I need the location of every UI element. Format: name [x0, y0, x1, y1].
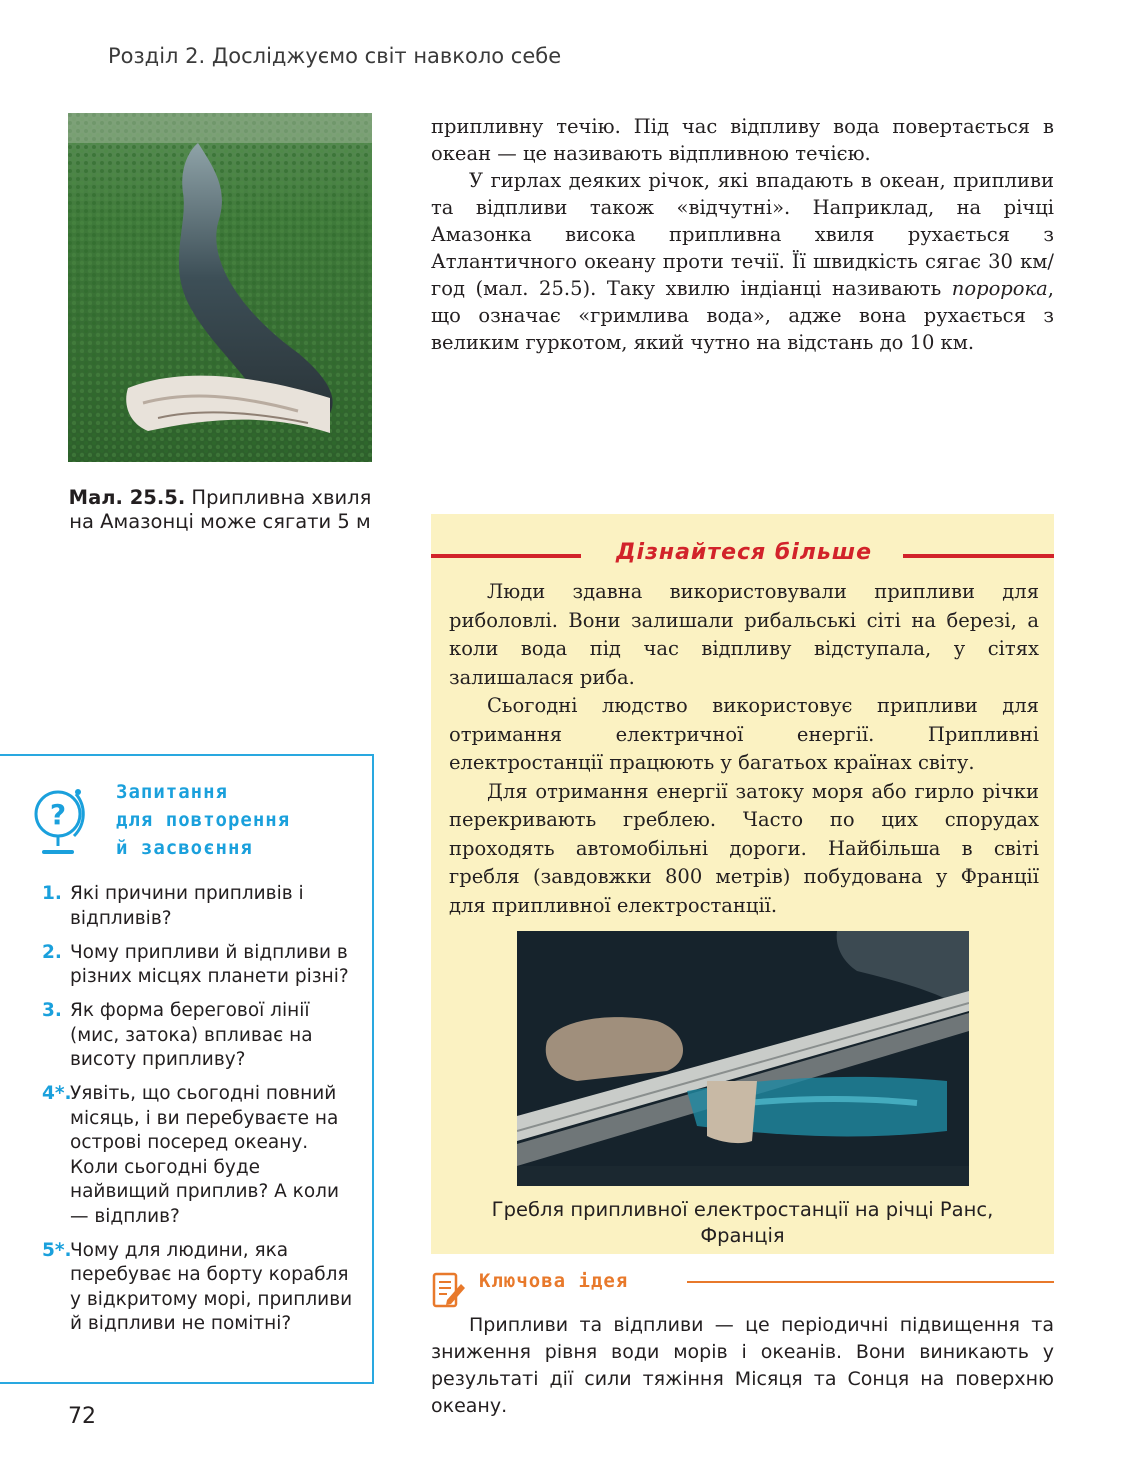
amazon-figure-caption: [68, 486, 372, 534]
key-idea-title: Ключова ідея: [479, 1270, 629, 1292]
question-item: [42, 941, 360, 990]
question-item: [42, 999, 360, 1073]
question-item: [42, 1239, 360, 1337]
question-number: 1.: [42, 883, 62, 904]
question-text: Як форма берегової лінії (мис, затока) впливає на висоту припливу?: [70, 1000, 313, 1070]
figure-label: Мал. 25.5.: [68, 486, 186, 509]
question-number: 5*.: [42, 1239, 72, 1261]
question-text: Уявіть, що сьогодні повний місяць, і ви перебуваєте на острові посеред океану. Коли сьогодні буде найвищий приплив? А коли — відплив?: [70, 1083, 340, 1227]
running-header: Розділ 2. Досліджуємо світ навколо себе: [108, 44, 562, 68]
question-text: Чому припливи й відпливи в різних місцях планети різні?: [70, 941, 349, 987]
question-number: 3.: [42, 1000, 62, 1021]
amazon-tidal-wave-photo: [68, 113, 372, 462]
title-line: для повторення: [116, 809, 291, 831]
question-text: Які причини припливів і відпливів?: [70, 883, 304, 929]
paragraph: Для отримання енергії затоку моря або гирло річки перекривають греблею. Часто по цих спорудах проходять автомобільні дороги. Найбільша в світі гребля (завдовжки 800 метрів) побудована у Франції для припливної електростанції.: [449, 779, 1039, 917]
figure-caption-text: Припливна хвиля на Амазонці може сягати 5 м: [69, 486, 372, 533]
questions-list: [42, 882, 360, 1346]
key-idea-section: [431, 1270, 1054, 1417]
question-item: [42, 1082, 360, 1229]
learn-more-heading: [431, 540, 1054, 570]
text-run: , що означає «гримлива вода», адже вона рухається з великим гуркотом, який чутно на відстань до 10 км.: [431, 277, 1054, 354]
learn-more-box: [431, 514, 1054, 1254]
page-number: 72: [68, 1404, 96, 1429]
term-pororoca: поророка: [951, 277, 1048, 300]
dam-photo-caption: Гребля припливної електростанції на річці Ранс, Франція: [491, 1198, 994, 1247]
review-questions-box: [0, 754, 374, 1384]
paragraph: Припливи та відпливи — це періодичні підвищення та зниження рівня води морів і океанів. Вони виникають у результаті дії сили тяжіння Місяця та Сонця на поверхню океану.: [431, 1314, 1054, 1417]
question-text: Чому для людини, яка перебуває на борту корабля у відкритому морі, припливи й відпливи не помітні?: [70, 1239, 353, 1334]
main-text-column: [431, 113, 1054, 356]
paragraph: [431, 167, 1054, 356]
paragraph: припливну течію. Під час відпливу вода повертається в океан — це називають відпливною течією.: [431, 115, 1054, 165]
notepad-pencil-icon: [431, 1270, 467, 1312]
paragraph: Люди здавна використовували припливи для риболовлі. Вони залишали рибальські сіті на березі, а коли вода під час відпливу відступала, у сітях залишалася риба.: [449, 580, 1039, 689]
key-idea-text: [431, 1312, 1054, 1420]
heading-rule-right: [903, 554, 1054, 558]
question-number: 2.: [42, 941, 62, 963]
questions-title: [116, 778, 290, 862]
key-idea-rule: [687, 1281, 1054, 1283]
title-line: й засвоєння: [116, 837, 253, 859]
heading-rule-left: [431, 554, 581, 558]
svg-text:?: ?: [49, 798, 67, 831]
question-item: [42, 882, 360, 931]
title-line: Запитання: [116, 781, 228, 803]
learn-more-title: Дізнайтеся більше: [615, 540, 873, 565]
text-run: У гирлах деяких річок, які впадають в океан, припливи та відпливи також «відчутні». Наприклад, на річці Амазонка висока припливна хвиля рухається з Атлантичного океану проти течії. Її швидкість сягає 30 км/год (мал. 25.5). Таку хвилю індіанці називають: [431, 169, 1054, 300]
paragraph: Сьогодні людство використовує припливи для отримання електричної енергії. Припливні електростанції працюють у багатьох країнах світу.: [449, 694, 1039, 774]
globe-question-icon: [32, 784, 88, 858]
rance-dam-photo: [517, 931, 969, 1186]
question-number: 4*.: [42, 1083, 72, 1104]
learn-more-text: [449, 578, 1039, 920]
